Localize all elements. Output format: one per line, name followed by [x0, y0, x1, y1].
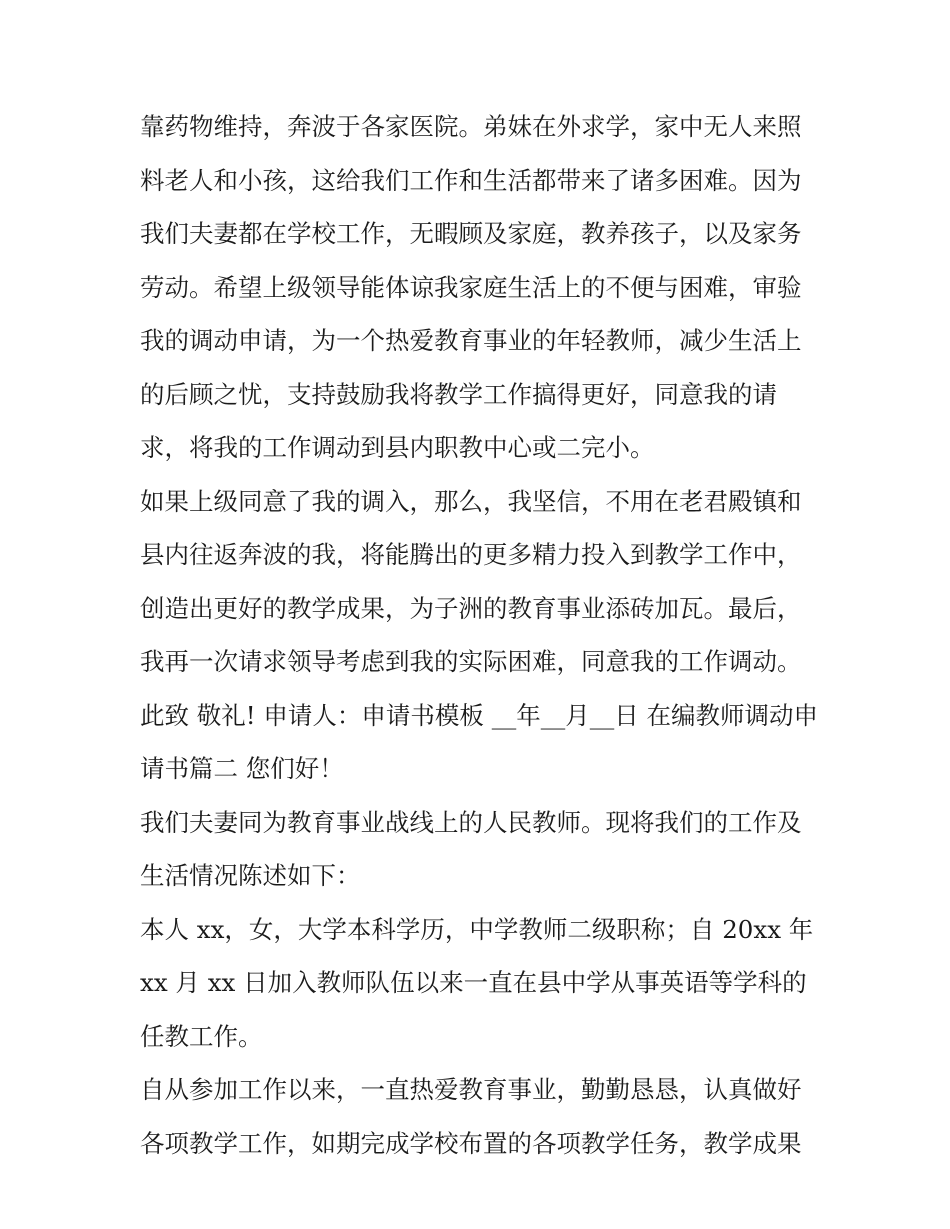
document-body — [140, 100, 820, 1170]
text-line: xx 月 xx 日加入教师队伍以来一直在县中学从事英语等学科的 — [140, 968, 807, 997]
text-line: 创造出更好的教学成果，为子洲的教育事业添砖加瓦。最后， — [140, 593, 802, 623]
text-line: 的后顾之忧，支持鼓励我将教学工作搞得更好，同意我的请 — [140, 379, 777, 409]
text-line: 我们夫妻都在学校工作，无暇顾及家庭，教养孩子，以及家务 — [140, 219, 802, 248]
text-line: 靠药物维持，奔波于各家医院。弟妹在外求学，家中无人来照 — [140, 112, 802, 141]
text-line: 我们夫妻同为教育事业战线上的人民教师。现将我们的工作及 — [140, 807, 802, 837]
text-line: 自从参加工作以来，一直热爱教育事业，勤勤恳恳，认真做好 — [140, 1075, 802, 1104]
text-line: 我再一次请求领导考虑到我的实际困难，同意我的工作调动。 — [140, 647, 802, 676]
text-line: 生活情况陈述如下： — [140, 861, 361, 890]
text-line: 县内往返奔波的我，将能腾出的更多精力投入到教学工作中， — [140, 540, 802, 569]
text-line: 请书篇二 您们好！ — [140, 754, 344, 783]
text-line: 如果上级同意了我的调入，那么，我坚信，不用在老君殿镇和 — [140, 486, 802, 516]
text-line: 求，将我的工作调动到县内职教中心或二完小。 — [140, 433, 655, 462]
text-line: 料老人和小孩，这给我们工作和生活都带来了诸多困难。因为 — [140, 165, 802, 195]
text-line: 任教工作。 — [140, 1021, 263, 1051]
text-line: 本人 xx，女，大学本科学历，中学教师二级职称；自 20xx 年 — [140, 914, 814, 944]
text-line: 我的调动申请，为一个热爱教育事业的年轻教师，减少生活上 — [140, 326, 802, 355]
text-line: 此致 敬礼! 申请人：申请书模板 __年__月__日 在编教师调动申 — [140, 700, 818, 730]
text-line: 劳动。希望上级领导能体谅我家庭生活上的不便与困难，审验 — [140, 272, 802, 302]
text-line: 各项教学工作，如期完成学校布置的各项教学任务，教学成果 — [140, 1128, 802, 1158]
